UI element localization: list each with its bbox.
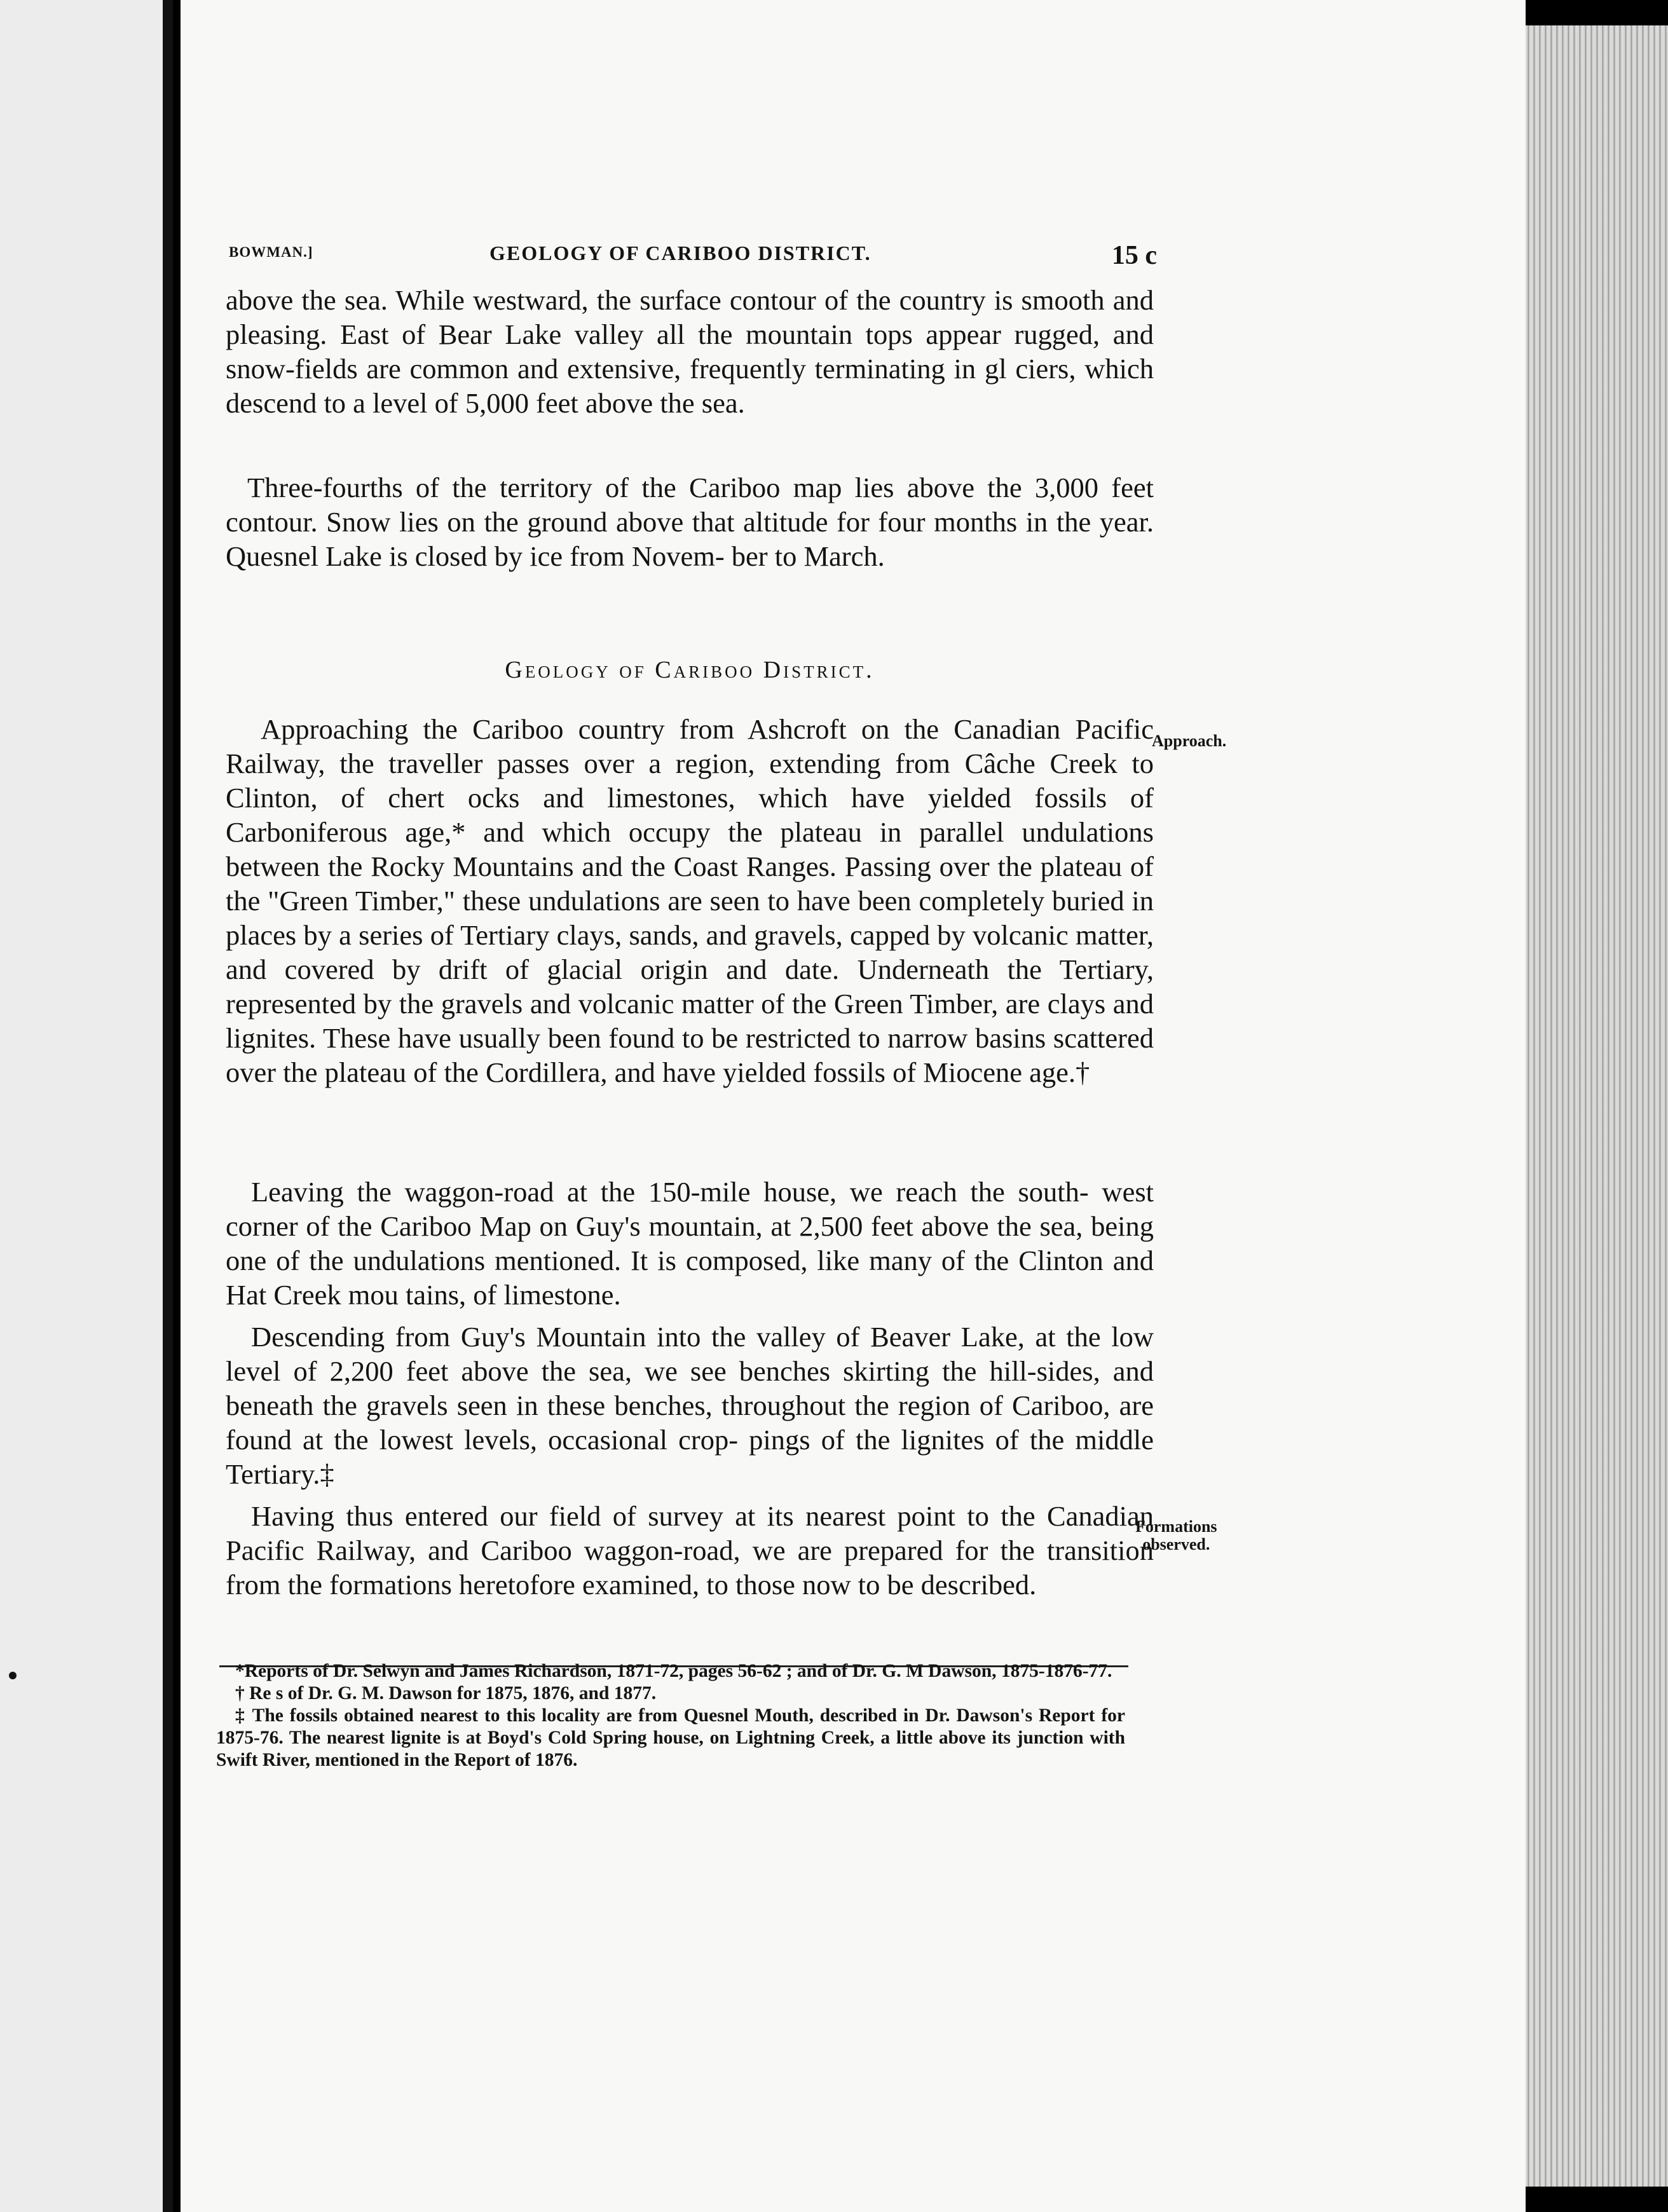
- facing-page: [0, 0, 173, 2212]
- margin-note-line: observed.: [1142, 1535, 1210, 1553]
- gutter-shadow: [163, 0, 173, 2212]
- paragraph: Descending from Guy's Mountain into the valley of Beaver Lake, at the low level of 2,200 feet above the sea, we see benches skirting the hill-sides, and beneath the gravels seen in these benches, throughout the region of Cariboo, are found at the lowest levels, occasional crop- pings of the lignites of the middle Tertiary.‡: [226, 1321, 1154, 1490]
- page-edges-top-shadow: [1526, 0, 1668, 25]
- scan-dot: [9, 1672, 17, 1679]
- page-edges: [1526, 0, 1668, 2212]
- section-heading: Geology of Cariboo District.: [505, 657, 875, 683]
- paragraph: above the sea. While westward, the surface contour of the country is smooth and pleasing. East of Bear Lake valley all the mountain tops appear rugged, and snow-fields are common and extensive, frequently terminating in gl ciers, which descend to a level of 5,000 feet above the sea.: [226, 284, 1154, 419]
- margin-note-formations: [1135, 1518, 1217, 1553]
- running-head: [229, 240, 1157, 278]
- footnote: ‡ The fossils obtained nearest to this locality are from Quesnel Mouth, described in Dr. Dawson's Report for 1875-76. The nearest lignite is at Boyd's Cold Spring house, on Lightning Creek, a little above its junction with Swift River, mentioned in the Report of 1876.: [216, 1705, 1125, 1770]
- footnotes: [216, 1660, 1125, 1772]
- page-number: 15 c: [1111, 241, 1157, 270]
- margin-note-line: Formations: [1135, 1517, 1217, 1536]
- running-head-author: BOWMAN.]: [229, 244, 313, 260]
- margin-note-approach: Approach.: [1152, 732, 1227, 750]
- paragraph: Leaving the waggon-road at the 150-mile house, we reach the south- west corner of the Cariboo Map on Guy's mountain, at 2,500 feet above the sea, being one of the undulations mentioned. It is composed, like many of the Clinton and Hat Creek mou tains, of limestone.: [226, 1176, 1154, 1311]
- footnote: *Reports of Dr. Selwyn and James Richardson, 1871-72, pages 56-62 ; and of Dr. G. M Dawson, 1875-1876-77.: [235, 1661, 1112, 1681]
- paragraph: Approaching the Cariboo country from Ashcroft on the Canadian Pacific Railway, the traveller passes over a region, extending from Câche Creek to Clinton, of chert ocks and limestones, which have yielded fossils of Carboniferous age,* and which occupy the plateau in parallel undulations between the Rocky Mountains and the Coast Ranges. Passing over the plateau of the "Green Timber," these undulations are seen to have been completely buried in places by a series of Tertiary clays, sands, and gravels, capped by volcanic matter, and covered by drift of glacial origin and date. Underneath the Tertiary, represented by the gravels and volcanic matter of the Green Timber, are clays and lignites. These have usually been found to be restricted to narrow basins scattered over the plateau of the Cordillera, and have yielded fossils of Miocene age.†: [226, 713, 1154, 1088]
- footnote: † Re s of Dr. G. M. Dawson for 1875, 1876, and 1877.: [235, 1683, 657, 1703]
- page-edges-bottom-shadow: [1526, 2187, 1668, 2212]
- paragraph: Having thus entered our field of survey at its nearest point to the Canadian Pacific Railway, and Cariboo waggon-road, we are prepared for the transition from the formations heretofore examined, to those now to be described.: [226, 1500, 1154, 1601]
- running-head-title: GEOLOGY OF CARIBOO DISTRICT.: [489, 242, 872, 264]
- paragraph: Three-fourths of the territory of the Cariboo map lies above the 3,000 feet contour. Snow lies on the ground above that altitude for four months in the year. Quesnel Lake is closed by ice from Novem- ber to March.: [226, 472, 1154, 572]
